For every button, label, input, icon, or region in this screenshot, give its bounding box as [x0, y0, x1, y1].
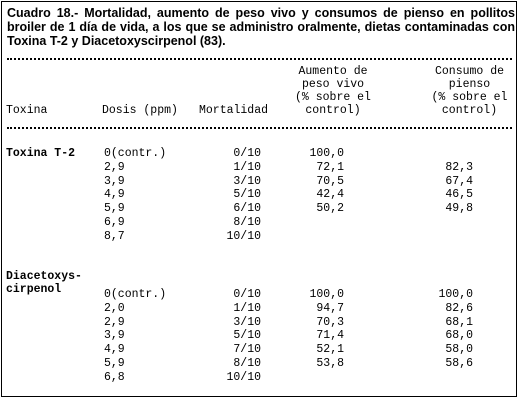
divider-header [7, 127, 512, 129]
cell-dosis: 4,9 [104, 188, 125, 202]
table-frame [1, 1, 517, 397]
cell-dosis: 5,9 [104, 202, 125, 216]
cell-consumo: 49,8 [445, 202, 473, 216]
cell-mortalidad: 3/10 [233, 174, 261, 188]
cell-mortalidad: 7/10 [233, 343, 261, 357]
header-consumo: Consumo de pienso (% sobre el control) [431, 65, 508, 117]
cell-aumento: 50,2 [316, 202, 344, 216]
header-mortalidad: Mortalidad [199, 104, 269, 117]
cell-consumo: 67,4 [445, 174, 473, 188]
cell-dosis: 8,7 [104, 229, 125, 243]
cell-consumo: 46,5 [445, 188, 473, 202]
cell-aumento: 100,0 [309, 288, 344, 301]
cell-aumento: 72,1 [316, 160, 344, 174]
cell-dosis: 4,9 [104, 343, 125, 357]
cell-dosis: 2,9 [104, 160, 125, 174]
cell-dosis: 2,9 [104, 315, 125, 329]
cell-consumo: 82,3 [445, 160, 473, 174]
divider-top [7, 58, 512, 60]
cell-aumento: 70,5 [316, 174, 344, 188]
cell-aumento: 70,3 [316, 315, 344, 329]
cell-mortalidad: 1/10 [233, 160, 261, 174]
cell-mortalidad: 10/10 [226, 370, 261, 384]
cell-dosis: 0(contr.) [104, 288, 167, 301]
cell-consumo: 58,6 [445, 357, 473, 370]
cell-consumo: 100,0 [438, 288, 473, 301]
cell-dosis: 6,9 [104, 216, 125, 229]
cell-mortalidad: 3/10 [233, 315, 261, 329]
cell-dosis: 6,8 [104, 370, 125, 384]
cell-consumo: 68,1 [445, 315, 473, 329]
header-dosis: Dosis (ppm) [102, 104, 178, 117]
cell-aumento: 94,7 [316, 301, 344, 315]
cell-dosis: 3,9 [104, 174, 125, 188]
group-toxina-label: Toxina T-2 [6, 147, 76, 160]
cell-consumo: 58,0 [445, 343, 473, 357]
cell-dosis: 2,0 [104, 301, 125, 315]
cell-mortalidad: 0/10 [233, 147, 261, 160]
cell-aumento: 53,8 [316, 357, 344, 370]
cell-consumo: 68,0 [445, 329, 473, 343]
cell-aumento: 100,0 [309, 147, 344, 160]
header-aumento: Aumento de peso vivo (% sobre el control) [295, 65, 371, 117]
cell-consumo: 82,6 [445, 301, 473, 315]
cell-mortalidad: 8/10 [233, 357, 261, 370]
table-caption: Cuadro 18.- Mortalidad, aumento de peso vivo y consumos de pienso en pollitos broiler de 1 día de vida, a los que se administro oralmente, dietas contaminadas con Toxina T-2 y Diacetoxyscirpenol (83). [7, 6, 515, 48]
cell-aumento: 42,4 [316, 188, 344, 202]
cell-aumento: 71,4 [316, 329, 344, 343]
cell-mortalidad: 1/10 [233, 301, 261, 315]
cell-mortalidad: 6/10 [233, 202, 261, 216]
cell-dosis: 5,9 [104, 357, 125, 370]
cell-dosis: 0(contr.) [104, 147, 167, 160]
cell-aumento: 52,1 [316, 343, 344, 357]
cell-mortalidad: 0/10 [233, 288, 261, 301]
group-toxina-label: Diacetoxys- cirpenol [6, 270, 82, 296]
cell-dosis: 3,9 [104, 329, 125, 343]
cell-mortalidad: 5/10 [233, 329, 261, 343]
cell-mortalidad: 5/10 [233, 188, 261, 202]
cell-mortalidad: 8/10 [233, 216, 261, 229]
header-toxina: Toxina [6, 104, 48, 117]
cell-mortalidad: 10/10 [226, 229, 261, 243]
